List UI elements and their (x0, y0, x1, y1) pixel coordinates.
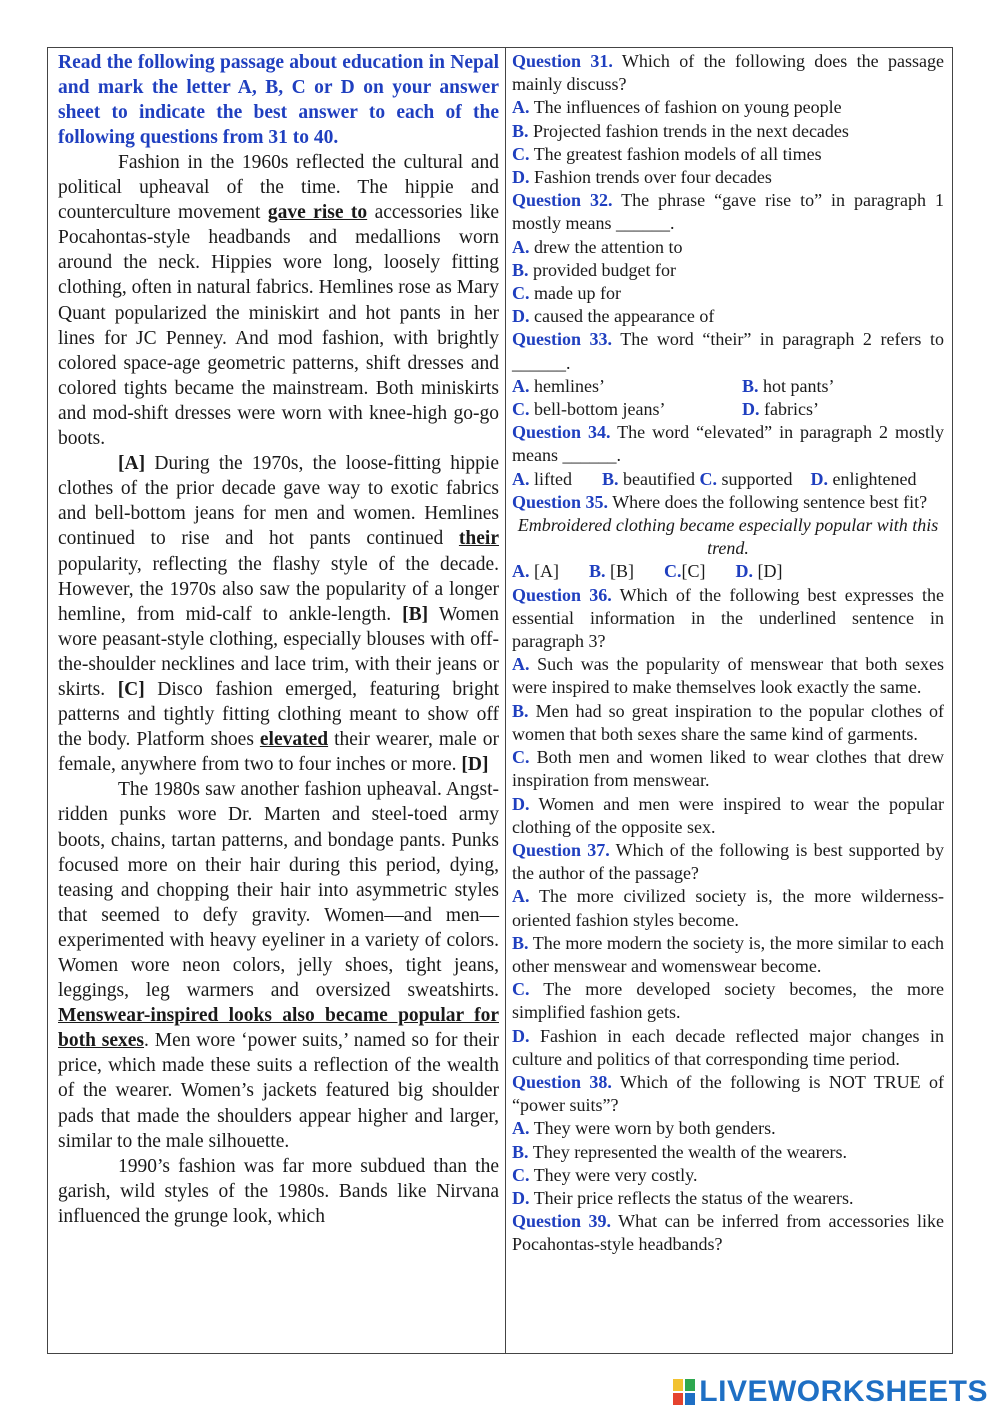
questions-column (506, 48, 952, 1353)
option-32-d[interactable] (512, 305, 944, 328)
option-text: made up for (534, 283, 621, 304)
option-letter: C. (512, 1164, 530, 1185)
option-33-a[interactable] (512, 375, 742, 398)
underlined-word-elevated: elevated (259, 729, 329, 751)
option-text: The more modern the society is, the more similar to each other menswear and womenswear become. (512, 932, 944, 976)
question-text: Which of the following does the passage mainly discuss? (512, 51, 944, 95)
liveworksheets-logo (673, 1375, 988, 1409)
question-text: The word “their” in paragraph 2 refers to ______. (512, 329, 944, 373)
question-number: Question 38. (512, 1071, 612, 1092)
option-text: Men had so great inspiration to the popular clothes of women that both sexes share the same kind of garments. (512, 700, 944, 744)
logo-text: LIVEWORKSHEETS (699, 1375, 988, 1408)
option-34-a[interactable] (512, 469, 572, 489)
option-letter: B. (512, 932, 529, 953)
option-34-d[interactable] (810, 469, 916, 489)
option-letter: A. (512, 97, 530, 118)
underlined-sentence: Menswear-inspired looks also became popular for both sexes (58, 1005, 499, 1052)
option-letter: D. (512, 306, 530, 327)
question-35 (512, 491, 944, 514)
question-number: Question 36. (512, 584, 612, 605)
options-34 (512, 468, 944, 491)
passage-text: The 1980s saw another fashion upheaval. Angst-ridden punks wore Dr. Marten and steel-toed army boots, chains, tartan patterns, and bondage pants. Punks focused more on their hair during this period, dying, teasing and chopping their hair into asymmetric styles that seemed to defy gravity. Women—and men—experimented with heavy eyeliner in a variety of colors. Women wore neon colors, jelly shoes, tight jeans, leggings, leg warmers and oversized sweatshirts. (58, 779, 499, 1002)
passage-text: their wearer, male or female, anywhere from two to four inches or more. (58, 729, 499, 776)
passage-text: . Men wore ‘power suits,’ named so for their price, which made these suits a reflection of the wealth of the wearer. Women’s jackets featured big shoulder pads that made the shoulders appear higher and larger, similar to the male silhouette. (58, 1030, 500, 1152)
option-text: Fashion trends over four decades (534, 167, 772, 188)
question-34 (512, 421, 944, 467)
option-36-a[interactable] (512, 653, 944, 699)
options-row (512, 398, 944, 421)
option-35-b[interactable] (589, 561, 634, 581)
option-letter: B. (602, 468, 619, 489)
option-text: [B] (610, 561, 635, 582)
option-text: Projected fashion trends in the next decades (533, 120, 849, 141)
option-text: lifted (534, 468, 572, 489)
option-text: The more civilized society is, the more wilderness-oriented fashion styles become. (512, 886, 944, 930)
option-text: [D] (757, 561, 783, 582)
option-text: Their price reflects the status of the wearers. (533, 1187, 854, 1208)
passage-column (48, 48, 506, 1353)
question-text: Which of the following is best supported by the author of the passage? (512, 839, 944, 884)
option-text: fabrics’ (764, 399, 819, 420)
option-letter: D. (742, 399, 760, 420)
option-letter: D. (512, 1025, 530, 1046)
option-text: The greatest fashion models of all times (533, 143, 822, 164)
option-31-b[interactable] (512, 120, 944, 143)
question-number: Question 35. (512, 491, 609, 512)
question-text: Which of the following best expresses the essential information in the underlined sentence in paragraph 3? (512, 584, 944, 652)
option-text: supported (721, 468, 793, 489)
options-row (512, 375, 944, 398)
option-text: Such was the popularity of menswear that both sexes were inspired to make themselves look exactly the same. (512, 654, 944, 698)
option-letter: B. (742, 375, 759, 396)
insert-marker-c: [C] (117, 678, 145, 700)
option-letter: A. (512, 654, 530, 675)
option-31-c[interactable] (512, 143, 944, 166)
option-letter: C. (512, 979, 530, 1000)
underlined-phrase-gave-rise-to: gave rise to (267, 202, 368, 224)
question-number: Question 32. (512, 190, 613, 211)
passage-text: accessories like Pocahontas-style headbands and medallions worn around the neck. Hippies wore long, loosely fitting clothing, often in natural fabrics. Hemlines rose as Mary Quant popularized the miniskirt and hot pants in her lines for JC Penney. And mod fashion, with brightly colored space-age geometric patterns, shift dresses and colored tights became the mainstream. Both miniskirts and mod-shift dresses were worn with knee-high go-go boots. (58, 202, 499, 450)
option-letter: C. (512, 283, 530, 304)
option-text: Both men and women liked to wear clothes that drew inspiration from menswear. (512, 747, 944, 791)
option-letter: A. (512, 375, 530, 396)
option-36-b[interactable] (512, 700, 944, 746)
option-text: bell-bottom jeans’ (534, 399, 666, 420)
option-text: [C] (681, 561, 706, 582)
option-letter: A. (512, 561, 530, 582)
options-35 (512, 560, 944, 583)
question-number: Question 33. (512, 329, 613, 350)
option-letter: B. (512, 120, 529, 141)
option-letter: A. (512, 236, 530, 257)
option-37-b[interactable] (512, 932, 944, 978)
option-text: drew the attention to (534, 236, 683, 257)
question-37 (512, 839, 944, 885)
question-text: The word “elevated” in paragraph 2 mostly means ______. (512, 422, 945, 466)
question-33 (512, 328, 944, 374)
passage-text: Fashion in the 1960s reflected the cultural and political upheaval of the time. The hippie and counterculture movement (58, 152, 499, 224)
option-letter: D. (810, 468, 828, 489)
question-number: Question 39. (512, 1211, 612, 1232)
option-letter: A. (512, 468, 530, 489)
option-38-c[interactable] (512, 1164, 944, 1187)
option-37-c[interactable] (512, 978, 944, 1024)
option-text: provided budget for (533, 259, 676, 280)
option-letter: C. (699, 468, 717, 489)
option-text: hot pants’ (763, 375, 835, 396)
passage-paragraph-4: 1990’s fashion was far more subdued than the garish, wild styles of the 1980s. Bands like Nirvana influenced the grunge look, which (58, 1155, 499, 1227)
option-letter: D. (735, 561, 754, 582)
question-number: Question 34. (512, 422, 611, 443)
question-number: Question 37. (512, 839, 610, 860)
option-letter: B. (512, 259, 529, 280)
option-letter: B. (512, 1141, 529, 1162)
option-text: They represented the wealth of the wearers. (532, 1141, 848, 1162)
option-letter: D. (512, 167, 530, 188)
option-31-a[interactable] (512, 96, 944, 119)
question-39 (512, 1210, 944, 1256)
insert-sentence: Embroidered clothing became especially popular with this trend. (517, 515, 939, 559)
option-text: The influences of fashion on young people (533, 97, 842, 118)
insert-marker-a: [A] (118, 453, 146, 475)
option-31-d[interactable] (512, 166, 944, 189)
option-letter: D. (512, 793, 530, 814)
option-letter: B. (512, 700, 529, 721)
option-letter: D. (512, 1187, 530, 1208)
option-text: The more developed society becomes, the more simplified fashion gets. (512, 979, 944, 1023)
question-number: Question 31. (512, 51, 613, 71)
option-35-a[interactable] (512, 561, 559, 581)
option-text: enlightened (832, 468, 917, 489)
passage-paragraph-1 (58, 150, 499, 451)
option-36-c[interactable] (512, 746, 944, 792)
option-36-d[interactable] (512, 793, 944, 839)
option-32-c[interactable] (512, 282, 944, 305)
question-38 (512, 1071, 944, 1117)
option-37-a[interactable] (512, 885, 944, 931)
option-33-c[interactable] (512, 398, 742, 421)
question-31 (512, 50, 944, 96)
question-text: Where does the following sentence best fit? (608, 491, 928, 512)
option-text: Fashion in each decade reflected major changes in culture and politics of that corresponding time period. (512, 1025, 945, 1069)
question-36 (512, 584, 944, 654)
instruction-text: Read the following passage about education in Nepal and mark the letter A, B, C or D on your answer sheet to indicate the best answer to each of the following questions from 31 to 40. (58, 52, 499, 148)
option-letter: A. (512, 886, 530, 907)
insert-marker-b: [B] (402, 603, 429, 625)
option-37-d[interactable] (512, 1025, 944, 1071)
option-text: They were very costly. (533, 1164, 698, 1185)
option-letter: C. (512, 143, 530, 164)
option-38-b[interactable] (512, 1141, 944, 1164)
option-33-d[interactable] (742, 398, 819, 421)
underlined-word-their: their (458, 528, 499, 550)
passage-paragraph-3 (58, 777, 499, 1153)
option-letter: C. (664, 561, 682, 582)
option-33-b[interactable] (742, 375, 835, 398)
option-32-b[interactable] (512, 259, 944, 282)
option-letter: A. (512, 1118, 530, 1139)
insert-marker-d: [D] (461, 754, 489, 776)
passage-text: popularity, reflecting the flashy style of the decade. However, the 1970s also saw the popularity of a longer hemline, from mid-calf to ankle-length. (58, 553, 499, 625)
option-letter: B. (589, 561, 606, 582)
option-text: Women and men were inspired to wear the popular clothing of the opposite sex. (512, 793, 944, 837)
option-text: caused the appearance of (534, 306, 715, 327)
option-text: hemlines’ (534, 375, 605, 396)
worksheet-table (47, 47, 953, 1354)
option-text: [A] (534, 561, 559, 582)
question-text: The phrase “gave rise to” in paragraph 1 mostly means ______. (512, 190, 945, 234)
passage-text: During the 1970s, the loose-fitting hippie clothes of the prior decade gave way to exotic fabrics and bell-bottom jeans for men and women. Hemlines continued to rise and hot pants continued (58, 453, 499, 550)
option-38-a[interactable] (512, 1117, 944, 1140)
option-35-c[interactable] (664, 561, 706, 581)
question-text: What can be inferred from accessories like Pocahontas-style headbands? (512, 1211, 944, 1255)
question-32 (512, 189, 944, 235)
option-text: beautified (623, 468, 695, 489)
passage-text: Women wore peasant-style clothing, especially blouses with off-the-shoulder necklines and lace trim, with their jeans or skirts. (58, 603, 499, 700)
option-35-d[interactable] (736, 561, 783, 581)
option-38-d[interactable] (512, 1187, 944, 1210)
logo-icon (673, 1379, 695, 1405)
option-text: They were worn by both genders. (533, 1118, 776, 1139)
passage-paragraph-2 (58, 451, 499, 777)
option-34-b[interactable] (602, 469, 695, 489)
passage-text: Disco fashion emerged, featuring bright patterns and tightly fitting clothing meant to show off the body. Platform shoes (58, 678, 499, 751)
question-text: Which of the following is NOT TRUE of “power suits”? (512, 1071, 944, 1116)
option-letter: C. (512, 747, 530, 768)
option-32-a[interactable] (512, 236, 944, 259)
option-letter: C. (512, 399, 530, 420)
option-34-c[interactable] (699, 469, 792, 489)
